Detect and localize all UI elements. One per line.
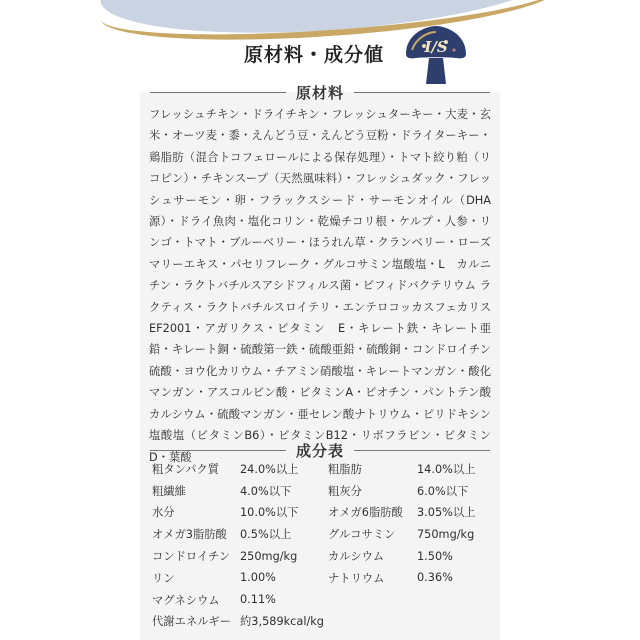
analysis-heading-label: 成分表 xyxy=(296,442,345,460)
nutrient-value: 0.11% xyxy=(240,593,276,607)
nutrient-value: 0.5%以上 xyxy=(240,528,292,542)
nutrient-name: カルシウム xyxy=(328,550,385,564)
nutrient-name: コンドロイチン xyxy=(152,550,231,564)
nutrient-value: 1.00% xyxy=(240,571,276,585)
nutrient-name: グルコサミン xyxy=(328,528,396,542)
nutrient-value: 約3,589kcal/kg xyxy=(240,615,324,629)
table-row xyxy=(152,523,492,545)
nutrient-value: 3.05%以上 xyxy=(417,506,476,520)
nutrient-name: 代謝エネルギー xyxy=(152,615,232,629)
nutrient-value: 4.0%以下 xyxy=(240,484,292,498)
nutrient-name: 粗繊維 xyxy=(152,484,186,498)
table-row xyxy=(152,502,492,524)
nutrient-name: オメガ3脂肪酸 xyxy=(152,528,227,542)
mushroom-logo-icon xyxy=(402,24,470,86)
ingredients-list xyxy=(149,104,503,468)
table-row xyxy=(152,567,492,589)
nutrient-value: 750mg/kg xyxy=(417,527,475,541)
nutrient-name: リン xyxy=(152,571,175,585)
nutrient-value: 24.0%以上 xyxy=(240,462,299,476)
nutrient-name: 粗灰分 xyxy=(328,484,362,498)
nutrient-name: オメガ6脂肪酸 xyxy=(328,506,403,520)
nutrient-value: 0.36% xyxy=(417,571,453,585)
ingredients-heading-label: 原材料 xyxy=(296,84,345,102)
table-row xyxy=(152,480,492,502)
table-row xyxy=(152,589,492,611)
nutrient-name: 粗タンパク質 xyxy=(152,462,219,476)
nutrient-value: 10.0%以下 xyxy=(240,506,299,520)
heading-rule-right xyxy=(354,450,490,451)
heading-rule-left xyxy=(150,450,286,451)
nutrient-value: 6.0%以下 xyxy=(417,484,469,498)
analysis-table xyxy=(152,458,492,632)
ingredients-text: フレッシュチキン・ドライチキン・フレッシュターキー・大麦・玄米・オーツ麦・黍・えんどう豆・えんどう豆粉・ドライターキー・鶏脂肪（混合トコフェロールによる保存処理）・トマト絞り粕（リコピン）・チキンスープ（天然風味料）・フレッシュダック・フレッシュサーモン・卵・フラックスシード・サーモンオイル（DHA 源）・ドライ魚肉・塩化コリン・乾燥チコリ根・ケルプ・人参・リンゴ・トマト・ブルーベリー・ほうれん草・クランベリー・ローズマリーエキス・パセリフレーク・グルコサミン塩酸塩・L カルニチン・ラクトバチルスアシドフィルス菌・ビフィドバクテリウム ラクティス・ラクトバチルスロイテリ・エンテロコッカスフェカリス EF2001・アガリクス・ビタミン E・キレート鉄・キレート亜鉛・キレート銅・硫酸第一鉄・硫酸亜鉛・硫酸銅・コンドロイチン硫酸・ヨウ化カリウム・チアミン硝酸塩・キレートマンガン・酸化マンガン・アスコルビン酸・ビタミンA・ビオチン・パントテン酸カルシウム・硫酸マンガン・亜セレン酸ナトリウム・ピリドキシン塩酸塩（ビタミンB6）・ビタミンB12・リボフラビン・ビタミンD・葉酸 xyxy=(149,108,503,464)
table-row xyxy=(152,611,492,633)
info-panel xyxy=(140,0,503,640)
nutrient-value: 14.0%以上 xyxy=(417,462,476,476)
page-title: 原材料・成分値 xyxy=(244,44,385,66)
nutrient-value: 250mg/kg xyxy=(240,549,298,563)
logo-text: I/S xyxy=(424,38,448,56)
table-row xyxy=(152,458,492,480)
header-band xyxy=(140,0,500,92)
heading-rule-right xyxy=(354,92,490,93)
nutrient-name: 水分 xyxy=(152,506,175,520)
nutrient-name: 粗脂肪 xyxy=(328,462,362,476)
nutrient-name: マグネシウム xyxy=(152,593,220,607)
nutrient-name: ナトリウム xyxy=(328,571,385,585)
ingredients-heading xyxy=(150,82,490,103)
heading-rule-left xyxy=(150,92,286,93)
nutrient-value: 1.50% xyxy=(417,549,453,563)
table-row xyxy=(152,545,492,567)
